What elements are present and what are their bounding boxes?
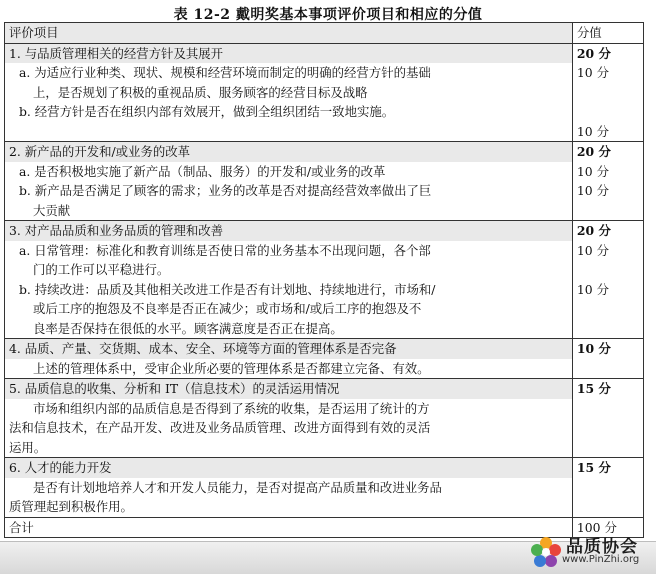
section-title: 2. 新产品的开发和/或业务的改革: [5, 142, 573, 162]
sub-item-score: 10 分: [572, 241, 643, 280]
total-score: 100 分: [572, 517, 643, 538]
sub-item-row: [5, 181, 644, 221]
table-header-row: [5, 23, 644, 44]
section-score: 10 分: [572, 339, 643, 359]
sub-item-text: b. 持续改进：品质及其他相关改进工作是否有计划地、持续地进行，市场和/ 或后工序的抱怨及不良率是否正在减少；或市场和/或后工序的抱怨及不 良率是否保持在很低的水平。顾客满意度是否正在提高。: [5, 280, 573, 339]
sub-item-score: 10 分: [572, 63, 643, 102]
section-score: 20 分: [572, 221, 643, 241]
sub-item-row: [5, 162, 644, 182]
header-item: 评价项目: [5, 23, 573, 44]
table-title: 表 12-2 戴明奖基本事项评价项目和相应的分值: [173, 7, 483, 23]
section-row: [5, 43, 644, 63]
watermark-name: 品质协会: [566, 537, 638, 557]
flower-logo-icon: [528, 534, 564, 570]
section-row: [5, 221, 644, 241]
watermark-url: www.PinZhi.org: [562, 554, 640, 565]
sub-item-score: 10 分: [572, 162, 643, 182]
section-title: 5. 品质信息的收集、分析和 IT（信息技术）的灵活运用情况: [5, 379, 573, 399]
section-score: 15 分: [572, 379, 643, 399]
section-row: [5, 458, 644, 478]
section-title: 6. 人才的能力开发: [5, 458, 573, 478]
sub-item-text: a. 是否积极地实施了新产品（制品、服务）的开发和/或业务的改革: [5, 162, 573, 182]
sub-item-text: b. 新产品是否满足了顾客的需求；业务的改革是否对提高经营效率做出了巨 大贡献: [5, 181, 573, 221]
section-title: 1. 与品质管理相关的经营方针及其展开: [5, 43, 573, 63]
watermark-logo: [528, 530, 650, 572]
paragraph-row: [5, 399, 644, 458]
sub-item-text: b. 经营方针是否在组织内部有效展开，做到全组织团结一致地实施。: [5, 102, 573, 142]
section-score: 20 分: [572, 142, 643, 162]
sub-item-row: [5, 63, 644, 102]
section-title: 3. 对产品品质和业务品质的管理和改善: [5, 221, 573, 241]
paragraph-row: [5, 478, 644, 518]
paragraph-row: [5, 359, 644, 379]
section-score: 20 分: [572, 43, 643, 63]
evaluation-table: [4, 22, 644, 538]
paragraph-text: 市场和组织内部的品质信息是否得到了系统的收集，是否运用了统计的方 法和信息技术，在产品开发、改进及业务品质管理、改进方面得到有效的灵活 运用。: [5, 399, 573, 458]
sub-item-score: 10 分: [572, 102, 643, 142]
sub-item-row: [5, 280, 644, 339]
section-score: 15 分: [572, 458, 643, 478]
sub-item-score: 10 分: [572, 181, 643, 221]
sub-item-row: [5, 241, 644, 280]
header-score: 分值: [572, 23, 643, 44]
section-row: [5, 142, 644, 162]
section-row: [5, 339, 644, 359]
sub-item-score: 10 分: [572, 280, 643, 339]
section-title: 4. 品质、产量、交货期、成本、安全、环境等方面的管理体系是否完备: [5, 339, 573, 359]
sub-item-row: [5, 102, 644, 142]
paragraph-text: 上述的管理体系中，受审企业所必要的管理体系是否都建立完备、有效。: [5, 359, 573, 379]
section-row: [5, 379, 644, 399]
sub-item-text: a. 日常管理：标准化和教育训练是否使日常的业务基本不出现问题，各个部 门的工作可以平稳进行。: [5, 241, 573, 280]
paragraph-text: 是否有计划地培养人才和开发人员能力，是否对提高产品质量和改进业务品 质管理起到积极作用。: [5, 478, 573, 518]
total-label: 合计: [5, 517, 573, 538]
sub-item-text: a. 为适应行业种类、现状、规模和经营环境而制定的明确的经营方针的基础 上，是否规划了积极的重视品质、服务顾客的经营目标及战略: [5, 63, 573, 102]
